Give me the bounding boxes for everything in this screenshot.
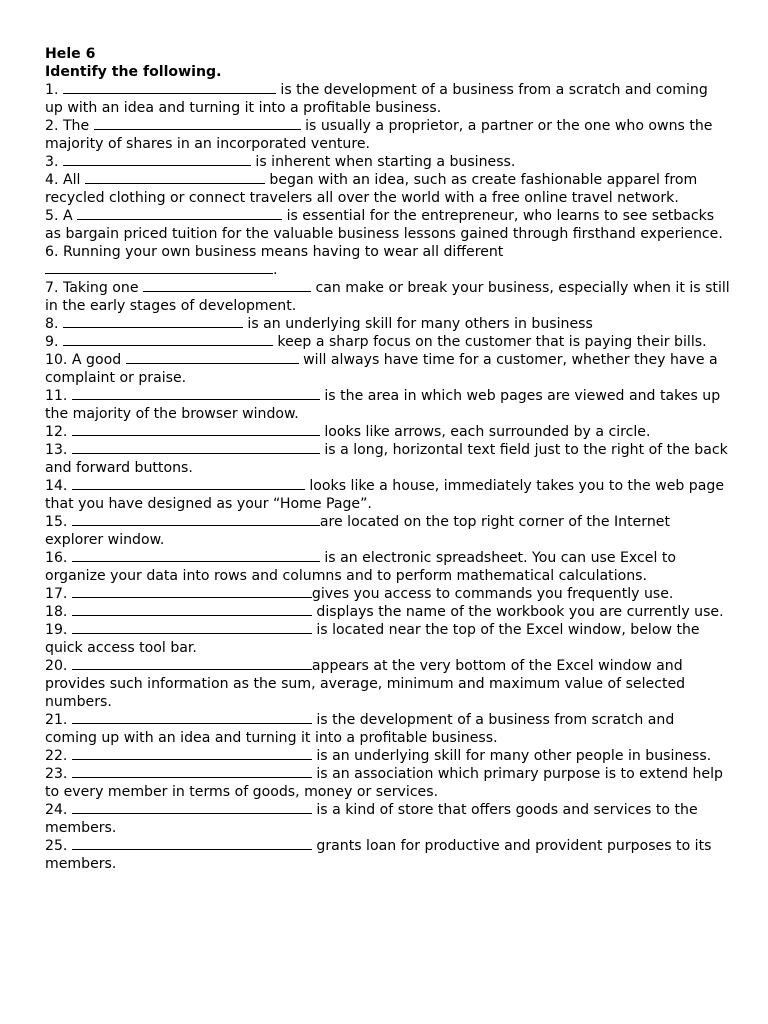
question-item: [45, 549, 730, 585]
question-number: 16.: [45, 550, 68, 566]
question-number: 13.: [45, 442, 68, 458]
question-item: [45, 603, 730, 621]
answer-blank[interactable]: [72, 837, 312, 850]
answer-blank[interactable]: [63, 315, 243, 328]
answer-blank[interactable]: [72, 747, 312, 760]
question-number: 19.: [45, 622, 68, 638]
question-item: [45, 477, 730, 513]
question-item: [45, 513, 730, 549]
question-text: is located near the top of the Excel window, below the quick access tool bar.: [45, 622, 700, 656]
question-item: [45, 117, 730, 153]
question-item: [45, 153, 730, 171]
question-text: can make or break your business, especially when it is still in the early stages of development.: [45, 280, 730, 314]
worksheet-title: Hele 6: [45, 46, 96, 62]
question-item: [45, 423, 730, 441]
question-prefix: Running your own business means having to wear all different: [62, 244, 504, 260]
question-item: [45, 657, 730, 711]
question-item: [45, 765, 730, 801]
question-item: [45, 243, 730, 279]
question-number: 15.: [45, 514, 68, 530]
question-item: [45, 207, 730, 243]
question-text: is an association which primary purpose is to extend help to every member in terms of goods, money or services.: [45, 766, 723, 800]
question-text: gives you access to commands you frequently use.: [311, 586, 674, 602]
answer-blank[interactable]: [63, 81, 276, 94]
worksheet-page: [45, 45, 730, 873]
question-prefix: The: [62, 118, 90, 134]
answer-blank[interactable]: [72, 621, 312, 634]
answer-blank[interactable]: [45, 261, 273, 274]
question-item: [45, 585, 730, 603]
question-text: appears at the very bottom of the Excel window and provides such information as the sum, average, minimum and maximum value of selected numbers.: [45, 658, 686, 710]
question-text: grants loan for productive and provident purposes to its members.: [45, 838, 712, 872]
answer-blank[interactable]: [72, 477, 305, 490]
question-text: is usually a proprietor, a partner or the one who owns the majority of shares in an incorporated venture.: [45, 118, 713, 152]
question-prefix: Taking one: [62, 280, 139, 296]
question-text: is a kind of store that offers goods and services to the members.: [45, 802, 698, 836]
question-number: 11.: [45, 388, 68, 404]
question-number: 2.: [45, 118, 59, 134]
question-item: [45, 621, 730, 657]
question-item: [45, 837, 730, 873]
question-text: will always have time for a customer, whether they have a complaint or praise.: [45, 352, 718, 386]
question-prefix: A good: [71, 352, 122, 368]
question-number: 14.: [45, 478, 68, 494]
question-item: [45, 171, 730, 207]
question-text: looks like arrows, each surrounded by a circle.: [324, 424, 651, 440]
question-prefix: A: [62, 208, 73, 224]
worksheet-instructions: Identify the following.: [45, 64, 222, 80]
question-list: [45, 81, 730, 873]
answer-blank[interactable]: [72, 657, 312, 670]
answer-blank[interactable]: [72, 711, 312, 724]
question-number: 5.: [45, 208, 59, 224]
question-number: 18.: [45, 604, 68, 620]
answer-blank[interactable]: [77, 207, 282, 220]
question-item: [45, 441, 730, 477]
question-item: [45, 711, 730, 747]
answer-blank[interactable]: [94, 117, 301, 130]
question-text: began with an idea, such as create fashionable apparel from recycled clothing or connect travelers all over the world with a free online travel network.: [45, 172, 698, 206]
answer-blank[interactable]: [72, 585, 312, 598]
question-number: 10.: [45, 352, 68, 368]
question-text: is an underlying skill for many other people in business.: [316, 748, 712, 764]
answer-blank[interactable]: [72, 765, 312, 778]
question-number: 22.: [45, 748, 68, 764]
question-number: 1.: [45, 82, 59, 98]
question-number: 24.: [45, 802, 68, 818]
answer-blank[interactable]: [72, 549, 320, 562]
answer-blank[interactable]: [126, 351, 299, 364]
answer-blank[interactable]: [72, 423, 320, 436]
answer-blank[interactable]: [143, 279, 311, 292]
question-number: 21.: [45, 712, 68, 728]
question-number: 7.: [45, 280, 59, 296]
question-number: 23.: [45, 766, 68, 782]
question-item: [45, 747, 730, 765]
question-number: 3.: [45, 154, 59, 170]
question-number: 4.: [45, 172, 59, 188]
answer-blank[interactable]: [72, 387, 320, 400]
question-text: is inherent when starting a business.: [255, 154, 516, 170]
question-item: [45, 333, 730, 351]
question-number: 6.: [45, 244, 59, 260]
question-number: 17.: [45, 586, 68, 602]
question-text: displays the name of the workbook you are currently use.: [316, 604, 724, 620]
question-text: is the area in which web pages are viewed and takes up the majority of the browser window.: [45, 388, 721, 422]
question-text: is the development of a business from scratch and coming up with an idea and turning it into a profitable business.: [45, 712, 675, 746]
question-prefix: All: [62, 172, 81, 188]
question-number: 20.: [45, 658, 68, 674]
answer-blank[interactable]: [85, 171, 265, 184]
question-text: is an underlying skill for many others in business: [247, 316, 593, 332]
question-number: 8.: [45, 316, 59, 332]
question-text: is a long, horizontal text field just to the right of the back and forward buttons.: [45, 442, 728, 476]
question-text: keep a sharp focus on the customer that is paying their bills.: [277, 334, 707, 350]
question-item: [45, 81, 730, 117]
question-text: looks like a house, immediately takes you to the web page that you have designed as your “Home Page”.: [45, 478, 724, 512]
question-item: [45, 279, 730, 315]
question-item: [45, 315, 730, 333]
question-text: are located on the top right corner of the Internet explorer window.: [45, 514, 670, 548]
question-text: is an electronic spreadsheet. You can use Excel to organize your data into rows and columns and to perform mathematical calculations.: [45, 550, 676, 584]
answer-blank[interactable]: [63, 153, 251, 166]
answer-blank[interactable]: [72, 513, 320, 526]
question-text: is essential for the entrepreneur, who learns to see setbacks as bargain priced tuition for the valuable business lessons gained through firsthand experience.: [45, 208, 723, 242]
question-item: [45, 351, 730, 387]
question-text: is the development of a business from a scratch and coming up with an idea and turning it into a profitable business.: [45, 82, 708, 116]
answer-blank[interactable]: [63, 333, 273, 346]
question-number: 9.: [45, 334, 59, 350]
answer-blank[interactable]: [72, 801, 312, 814]
answer-blank[interactable]: [72, 603, 312, 616]
question-item: [45, 801, 730, 837]
question-item: [45, 387, 730, 423]
question-number: 12.: [45, 424, 68, 440]
question-number: 25.: [45, 838, 68, 854]
question-text: .: [273, 262, 278, 278]
answer-blank[interactable]: [72, 441, 320, 454]
